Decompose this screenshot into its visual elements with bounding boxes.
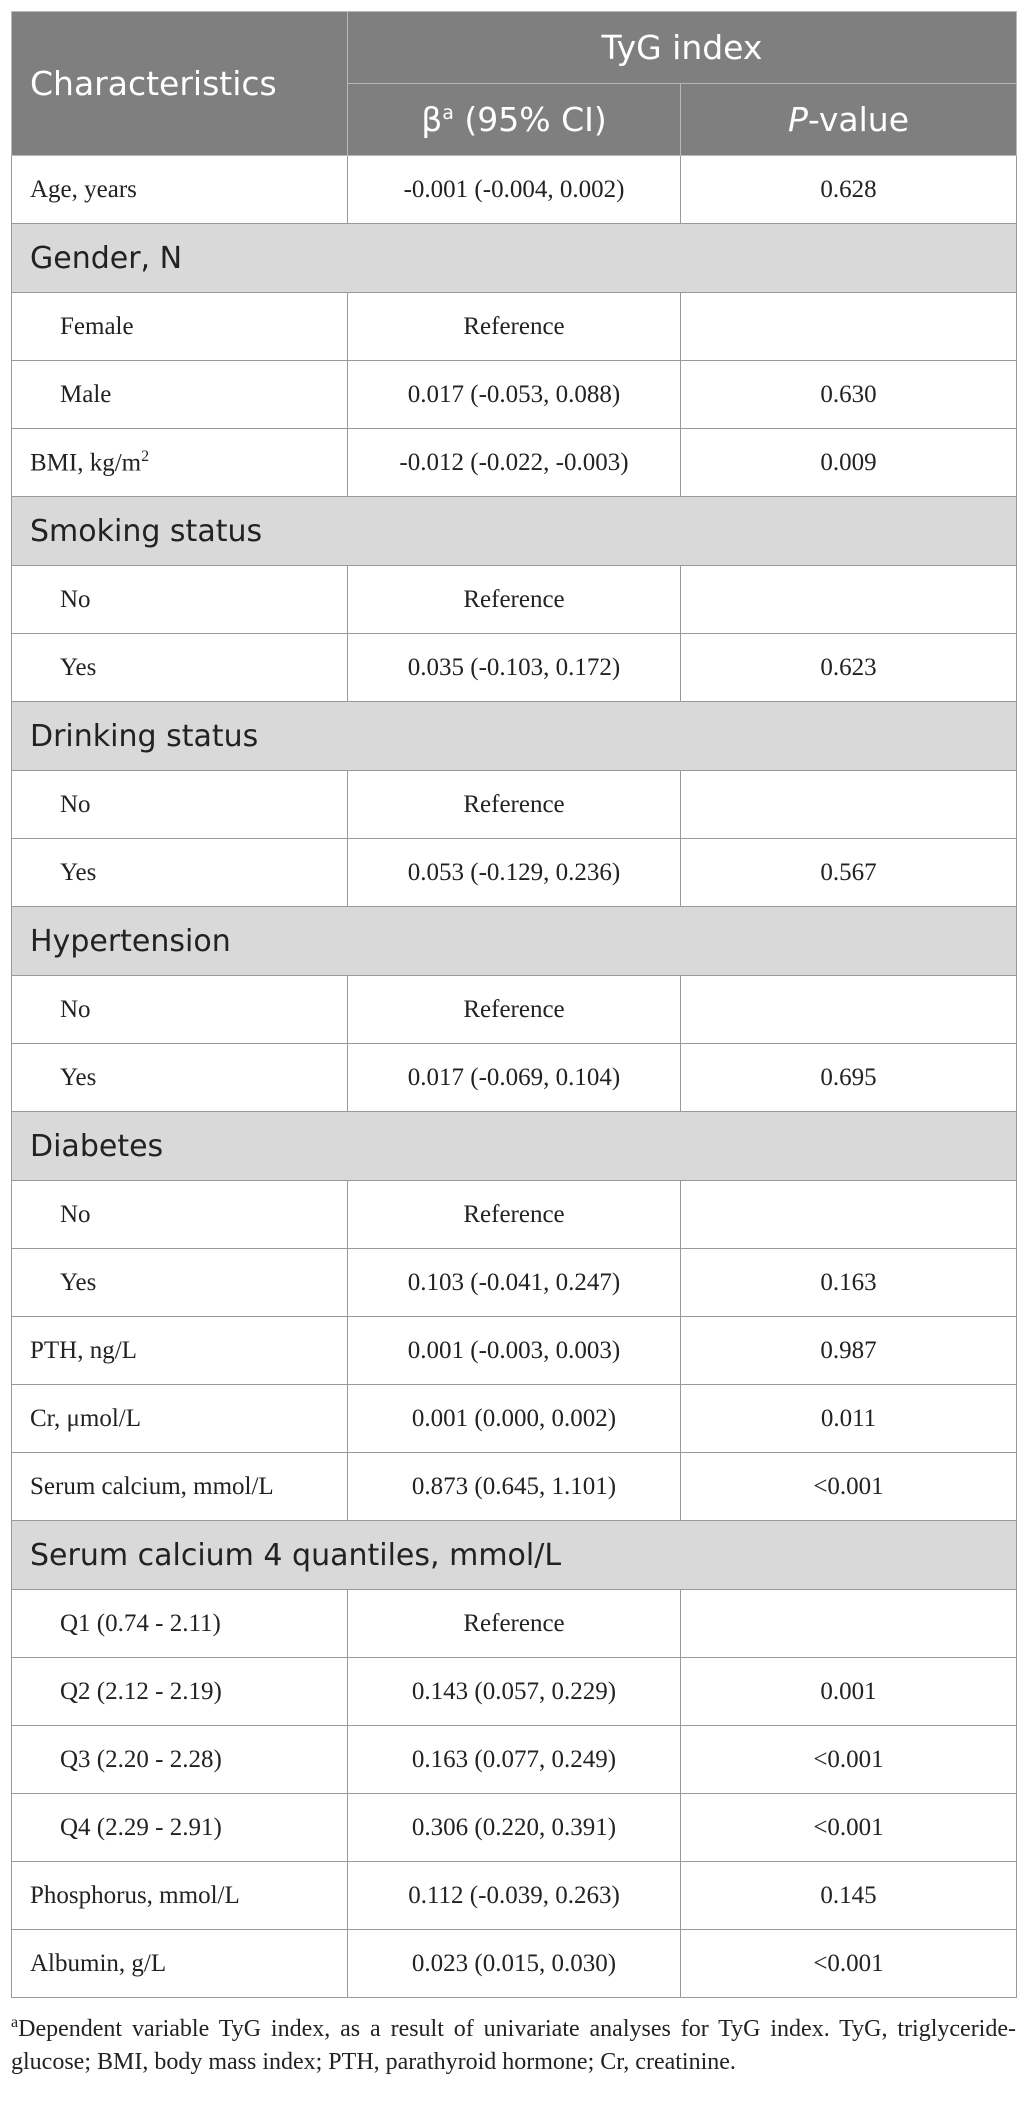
row-p xyxy=(681,293,1017,361)
row-label: Phosphorus, mmol/L xyxy=(12,1862,348,1930)
row-p: 0.001 xyxy=(681,1658,1017,1726)
header-characteristics: Characteristics xyxy=(12,12,348,156)
table-footnote xyxy=(11,2006,1016,2079)
table-row xyxy=(12,976,1017,1044)
table-container xyxy=(11,11,1016,2079)
table-row xyxy=(12,1658,1017,1726)
table-row xyxy=(12,1249,1017,1317)
row-p: 0.145 xyxy=(681,1862,1017,1930)
table-row xyxy=(12,1726,1017,1794)
table-row xyxy=(12,361,1017,429)
section-label: Gender, N xyxy=(12,224,1017,293)
section-row xyxy=(12,907,1017,976)
row-beta: 0.017 (-0.069, 0.104) xyxy=(348,1044,681,1112)
table-row xyxy=(12,293,1017,361)
section-row xyxy=(12,702,1017,771)
row-label: Q3 (2.20 - 2.28) xyxy=(12,1726,348,1794)
row-beta: 0.143 (0.057, 0.229) xyxy=(348,1658,681,1726)
row-label: Yes xyxy=(12,634,348,702)
row-label: No xyxy=(12,1181,348,1249)
row-p: <0.001 xyxy=(681,1794,1017,1862)
table-row xyxy=(12,1590,1017,1658)
row-p: 0.630 xyxy=(681,361,1017,429)
row-beta: 0.001 (0.000, 0.002) xyxy=(348,1385,681,1453)
table-row xyxy=(12,566,1017,634)
row-p: 0.567 xyxy=(681,839,1017,907)
row-label: No xyxy=(12,976,348,1044)
row-p: 0.987 xyxy=(681,1317,1017,1385)
row-label: Q2 (2.12 - 2.19) xyxy=(12,1658,348,1726)
table-row xyxy=(12,156,1017,224)
table-row xyxy=(12,1044,1017,1112)
row-beta: 0.112 (-0.039, 0.263) xyxy=(348,1862,681,1930)
results-table xyxy=(11,11,1017,1998)
row-p: 0.628 xyxy=(681,156,1017,224)
header-beta: $\beta^a$ (95% CI) xyxy=(348,84,681,156)
footnote-marker: a xyxy=(11,2014,19,2031)
row-label: Female xyxy=(12,293,348,361)
row-p xyxy=(681,566,1017,634)
row-p: 0.695 xyxy=(681,1044,1017,1112)
section-label: Serum calcium 4 quantiles, mmol/L xyxy=(12,1521,1017,1590)
row-p: 0.163 xyxy=(681,1249,1017,1317)
row-label: Yes xyxy=(12,1044,348,1112)
row-p: <0.001 xyxy=(681,1453,1017,1521)
row-beta: 0.001 (-0.003, 0.003) xyxy=(348,1317,681,1385)
table-row xyxy=(12,1794,1017,1862)
row-p xyxy=(681,771,1017,839)
table-row xyxy=(12,634,1017,702)
section-row xyxy=(12,224,1017,293)
row-label: Q1 (0.74 - 2.11) xyxy=(12,1590,348,1658)
row-label: PTH, ng/L xyxy=(12,1317,348,1385)
section-label: Smoking status xyxy=(12,497,1017,566)
header-row xyxy=(12,12,1017,84)
table-row xyxy=(12,1862,1017,1930)
row-beta: -0.012 (-0.022, -0.003) xyxy=(348,429,681,497)
row-beta: -0.001 (-0.004, 0.002) xyxy=(348,156,681,224)
section-label: Hypertension xyxy=(12,907,1017,976)
section-label: Diabetes xyxy=(12,1112,1017,1181)
row-label: Age, years xyxy=(12,156,348,224)
row-p: 0.009 xyxy=(681,429,1017,497)
row-p: <0.001 xyxy=(681,1930,1017,1998)
row-beta: Reference xyxy=(348,566,681,634)
row-p: <0.001 xyxy=(681,1726,1017,1794)
header-p-value: P-value xyxy=(681,84,1017,156)
section-row xyxy=(12,497,1017,566)
row-label: Yes xyxy=(12,839,348,907)
row-label: Albumin, g/L xyxy=(12,1930,348,1998)
row-beta: 0.103 (-0.041, 0.247) xyxy=(348,1249,681,1317)
row-label: Male xyxy=(12,361,348,429)
row-p xyxy=(681,1181,1017,1249)
row-label: BMI, $kg/m^2$ xyxy=(12,429,348,497)
table-row xyxy=(12,1385,1017,1453)
row-beta: 0.053 (-0.129, 0.236) xyxy=(348,839,681,907)
section-label: Drinking status xyxy=(12,702,1017,771)
header-tyg-index: TyG index xyxy=(348,12,1017,84)
row-beta: 0.035 (-0.103, 0.172) xyxy=(348,634,681,702)
row-beta: 0.306 (0.220, 0.391) xyxy=(348,1794,681,1862)
row-label: Serum calcium, mmol/L xyxy=(12,1453,348,1521)
row-label: Q4 (2.29 - 2.91) xyxy=(12,1794,348,1862)
row-beta: Reference xyxy=(348,1181,681,1249)
table-row xyxy=(12,429,1017,497)
table-row xyxy=(12,1453,1017,1521)
row-p xyxy=(681,1590,1017,1658)
row-beta: 0.017 (-0.053, 0.088) xyxy=(348,361,681,429)
table-row xyxy=(12,1930,1017,1998)
row-label: Cr, μmol/L xyxy=(12,1385,348,1453)
row-label: No xyxy=(12,771,348,839)
table-row xyxy=(12,771,1017,839)
row-beta: Reference xyxy=(348,771,681,839)
row-p xyxy=(681,976,1017,1044)
row-label: No xyxy=(12,566,348,634)
row-beta: 0.023 (0.015, 0.030) xyxy=(348,1930,681,1998)
row-beta: Reference xyxy=(348,293,681,361)
table-row xyxy=(12,839,1017,907)
table-row xyxy=(12,1181,1017,1249)
row-beta: 0.163 (0.077, 0.249) xyxy=(348,1726,681,1794)
footnote-text: Dependent variable TyG index, as a result of univariate analyses for TyG index. TyG, triglyceride-glucose; BMI, body mass index; PTH, parathyroid hormone; Cr, creatinine. xyxy=(11,2016,1016,2075)
row-label: Yes xyxy=(12,1249,348,1317)
row-beta: 0.873 (0.645, 1.101) xyxy=(348,1453,681,1521)
row-beta: Reference xyxy=(348,976,681,1044)
row-beta: Reference xyxy=(348,1590,681,1658)
section-row xyxy=(12,1521,1017,1590)
row-p: 0.623 xyxy=(681,634,1017,702)
section-row xyxy=(12,1112,1017,1181)
row-p: 0.011 xyxy=(681,1385,1017,1453)
table-row xyxy=(12,1317,1017,1385)
